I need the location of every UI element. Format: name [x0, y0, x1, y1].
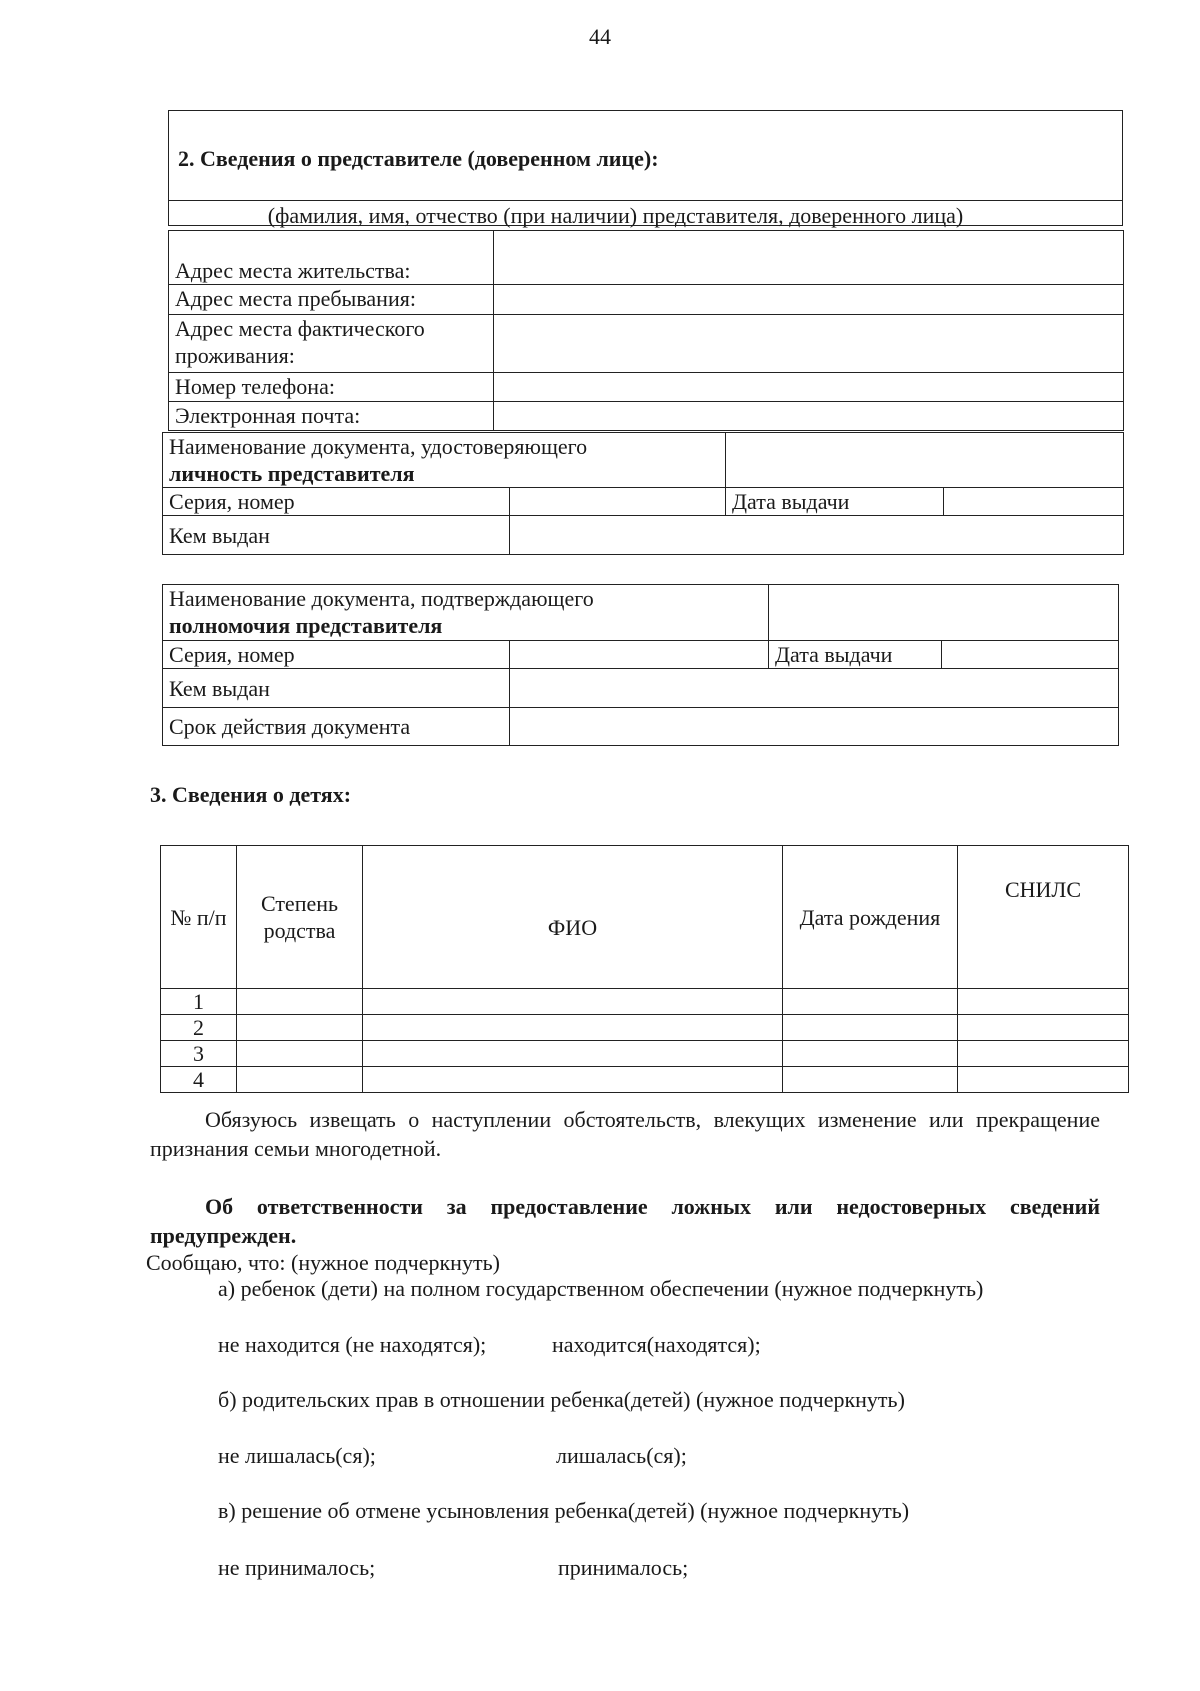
authority-doc-name-label: [163, 585, 769, 641]
authority-date-field[interactable]: [942, 641, 1119, 669]
item-b-text: б) родительских прав в отношении ребенка(детей) (нужное подчеркнуть): [218, 1387, 905, 1412]
identity-doc-name-line1: Наименование документа, удостоверяющего: [169, 434, 588, 459]
relation-cell[interactable]: [237, 989, 363, 1015]
row-number: 2: [161, 1015, 237, 1041]
fio-cell[interactable]: [363, 1015, 783, 1041]
email-field[interactable]: [494, 402, 1124, 431]
col-fio-header: ФИО: [363, 846, 783, 989]
relation-cell[interactable]: [237, 1041, 363, 1067]
col-number-header: № п/п: [161, 846, 237, 989]
birthdate-cell[interactable]: [783, 1041, 958, 1067]
liability-paragraph: [150, 1192, 1100, 1250]
row-number: 4: [161, 1067, 237, 1093]
identity-document-table: [162, 432, 1124, 555]
snils-cell[interactable]: [958, 1015, 1129, 1041]
phone-field[interactable]: [494, 373, 1124, 402]
name-caption: (фамилия, имя, отчество (при наличии) представителя, доверенного лица): [267, 203, 964, 228]
authority-doc-name-line2: полномочия представителя: [169, 613, 443, 638]
phone-label: Номер телефона:: [169, 373, 494, 402]
item-b-option-1[interactable]: не лишалась(ся);: [218, 1443, 376, 1468]
snils-cell[interactable]: [958, 989, 1129, 1015]
authority-series-label: Серия, номер: [163, 641, 510, 669]
item-b-option-2[interactable]: лишалась(ся);: [556, 1443, 687, 1468]
item-c-option-1[interactable]: не принималось;: [218, 1555, 376, 1580]
col-birthdate-header: Дата рождения: [783, 846, 958, 989]
actual-address-field[interactable]: [494, 315, 1124, 373]
identity-date-label: Дата выдачи: [726, 488, 944, 516]
obligation-paragraph: [150, 1105, 1100, 1163]
identity-series-label: Серия, номер: [163, 488, 510, 516]
birthdate-cell[interactable]: [783, 1067, 958, 1093]
address-table: [168, 230, 1124, 431]
table-row: [161, 1015, 1129, 1041]
row-number: 3: [161, 1041, 237, 1067]
section-2-title: 2. Сведения о представителе (доверенном лице):: [178, 146, 659, 171]
actual-address-label: Адрес места фактического проживания:: [169, 315, 494, 373]
authority-document-table: [162, 584, 1119, 746]
item-a-option-1[interactable]: не находится (не находятся);: [218, 1332, 487, 1357]
authority-issuer-label: Кем выдан: [163, 669, 510, 708]
item-c-option-2[interactable]: принималось;: [558, 1555, 689, 1580]
stay-address-label: Адрес места пребывания:: [169, 285, 494, 315]
identity-doc-name-label: [163, 433, 726, 488]
fio-cell[interactable]: [363, 1041, 783, 1067]
table-row: [161, 1067, 1129, 1093]
page-number: 44: [589, 24, 611, 49]
item-c-text: в) решение об отмене усыновления ребенка(детей) (нужное подчеркнуть): [218, 1498, 910, 1523]
stay-address-field[interactable]: [494, 285, 1124, 315]
authority-doc-name-field[interactable]: [769, 585, 1119, 641]
item-a-option-2[interactable]: находится(находятся);: [552, 1332, 761, 1357]
table-row: [161, 989, 1129, 1015]
identity-issuer-label: Кем выдан: [163, 516, 510, 555]
email-label: Электронная почта:: [169, 402, 494, 431]
fio-cell[interactable]: [363, 989, 783, 1015]
authority-doc-name-line1: Наименование документа, подтверждающего: [169, 586, 594, 611]
fio-cell[interactable]: [363, 1067, 783, 1093]
liability-text: Об ответственности за предоставление ложных или недостоверных сведений предупрежден.: [150, 1194, 1100, 1248]
item-a-text: а) ребенок (дети) на полном государственном обеспечении (нужное подчеркнуть): [218, 1276, 984, 1301]
birthdate-cell[interactable]: [783, 989, 958, 1015]
snils-cell[interactable]: [958, 1041, 1129, 1067]
authority-validity-field[interactable]: [510, 708, 1119, 746]
authority-validity-label: Срок действия документа: [163, 708, 510, 746]
identity-series-field[interactable]: [510, 488, 726, 516]
authority-issuer-field[interactable]: [510, 669, 1119, 708]
authority-series-field[interactable]: [510, 641, 769, 669]
row-number: 1: [161, 989, 237, 1015]
birthdate-cell[interactable]: [783, 1015, 958, 1041]
section-3-title: 3. Сведения о детях:: [150, 782, 352, 807]
relation-cell[interactable]: [237, 1067, 363, 1093]
children-table: [160, 845, 1129, 1093]
snils-cell[interactable]: [958, 1067, 1129, 1093]
residence-address-label: Адрес места жительства:: [169, 231, 494, 285]
identity-date-field[interactable]: [944, 488, 1124, 516]
authority-date-label: Дата выдачи: [769, 641, 942, 669]
table-row: [161, 1041, 1129, 1067]
identity-doc-name-line2: личность представителя: [169, 461, 415, 486]
col-snils-header: СНИЛС: [958, 846, 1129, 989]
obligation-text: Обязуюсь извещать о наступлении обстоятельств, влекущих изменение или прекращение признания семьи многодетной.: [150, 1107, 1100, 1161]
identity-doc-name-field[interactable]: [726, 433, 1124, 488]
report-intro: Сообщаю, что: (нужное подчеркнуть): [146, 1250, 500, 1275]
relation-cell[interactable]: [237, 1015, 363, 1041]
identity-issuer-field[interactable]: [510, 516, 1124, 555]
col-relation-header: Степень родства: [237, 846, 363, 989]
residence-address-field[interactable]: [494, 231, 1124, 285]
name-line: [168, 200, 1123, 201]
